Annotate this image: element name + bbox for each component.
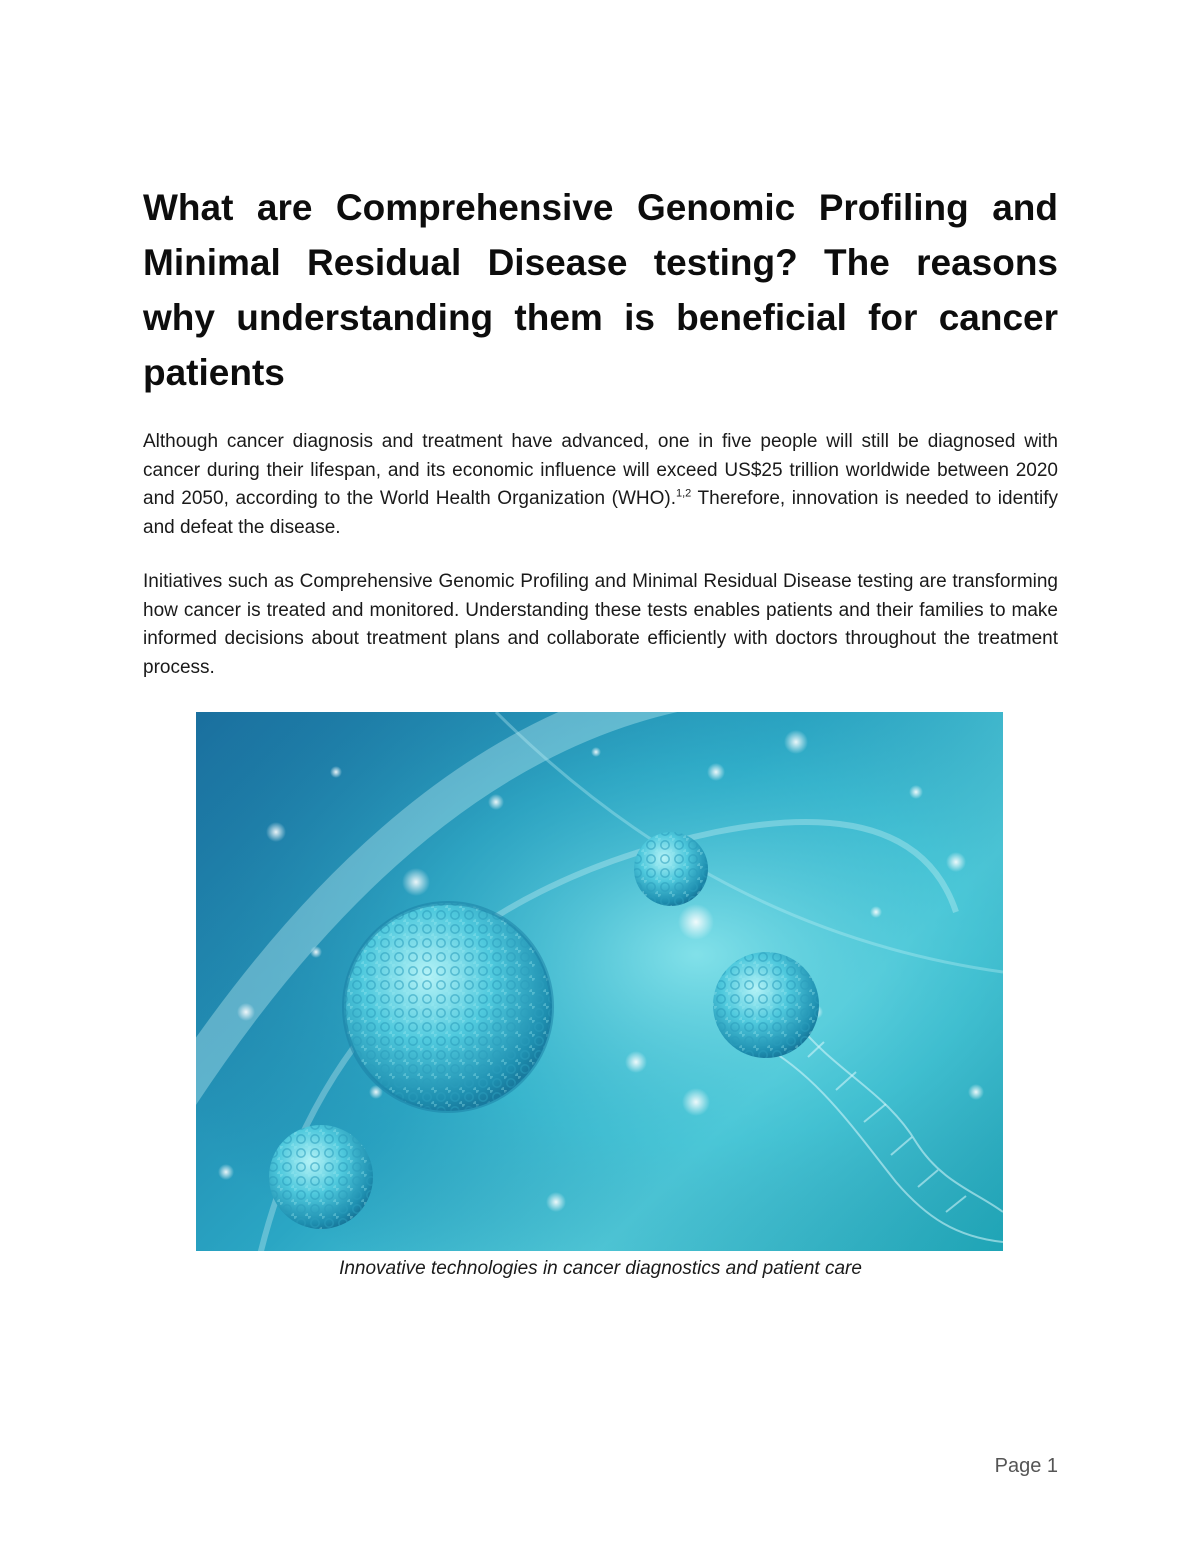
medium-cell: [713, 952, 819, 1058]
page-number: Page 1: [994, 1455, 1058, 1477]
large-cell: [344, 903, 552, 1111]
initiatives-paragraph: Initiatives such as Comprehensive Genomic Profiling and Minimal Residual Disease testing are transforming how cancer is treated and monitored. Understanding these tests enables patients and their families to make informed decisions about treatment plans and collaborate efficiently with doctors throughout the treatment process.: [143, 571, 1058, 678]
intro-paragraph: [143, 428, 1058, 542]
figure-caption: Innovative technologies in cancer diagnostics and patient care: [339, 1258, 862, 1279]
cancer-cells-artwork: [196, 712, 1003, 1251]
cancer-cells-illustration: [196, 712, 1003, 1251]
document-title: What are Comprehensive Genomic Profiling and Minimal Residual Disease testing? The reasons why understanding them is beneficial for cancer patients: [143, 187, 1058, 393]
intro-paragraph-continuation: Therefore, innovation is needed to identify and defeat the disease.: [143, 488, 1058, 538]
small-cell-bottom-left: [269, 1125, 373, 1229]
citation-superscript: 1,2: [675, 487, 692, 500]
small-cell-top: [634, 832, 708, 906]
intro-paragraph-text: Although cancer diagnosis and treatment have advanced, one in five people will still be diagnosed with cancer during their lifespan, and its economic influence will exceed US$25 trillion worldwide between 2020 and 2050, according to the World Health Organization (WHO).: [143, 431, 1058, 509]
